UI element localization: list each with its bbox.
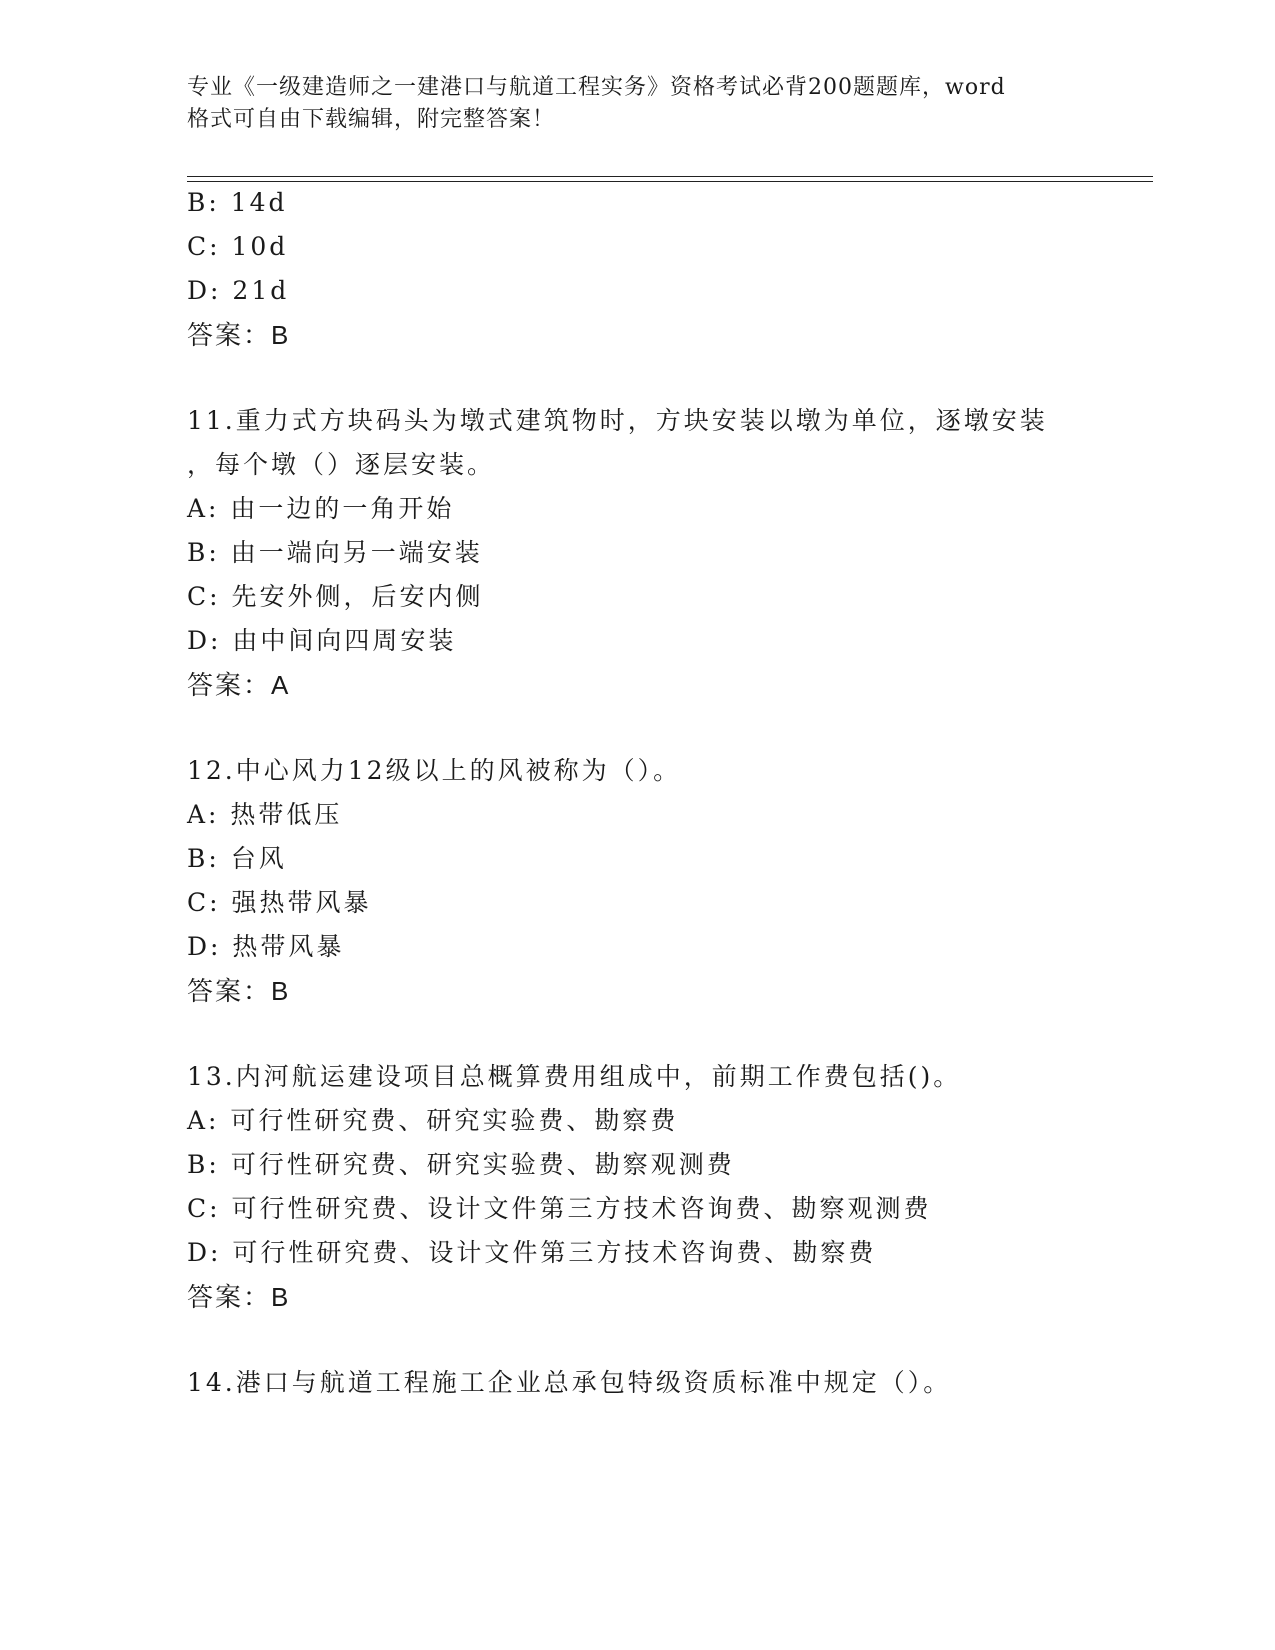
q12-option-d: D: 热带风暴 [187,932,345,961]
q12-option-b: B: 台风 [187,844,287,873]
q11-option-d: D: 由中间向四周安装 [187,626,457,655]
q11-answer: 答案：A [187,670,291,700]
q12-option-a: A: 热带低压 [187,800,343,829]
header-line-1: 专业《一级建造师之一建港口与航道工程实务》资格考试必背200题题库，word [187,75,1006,100]
header-divider-bottom [187,181,1153,182]
q13-option-a: A: 可行性研究费、研究实验费、勘察费 [187,1106,679,1135]
q11-stem-line-2: ，每个墩（）逐层安装。 [187,450,496,479]
q11-option-b: B: 由一端向另一端安装 [187,538,483,567]
q14-stem: 14.港口与航道工程施工企业总承包特级资质标准中规定（）。 [187,1368,952,1397]
q13-option-d: D: 可行性研究费、设计文件第三方技术咨询费、勘察费 [187,1238,877,1267]
q11-option-c: C: 先安外侧，后安内侧 [187,582,484,611]
q10-option-d: D: 21d [187,276,290,305]
q13-option-c: C: 可行性研究费、设计文件第三方技术咨询费、勘察观测费 [187,1194,932,1223]
q12-stem: 12.中心风力12级以上的风被称为（）。 [187,756,682,785]
q10-option-b: B: 14d [187,188,288,217]
q12-option-c: C: 强热带风暴 [187,888,372,917]
q12-answer: 答案：B [187,976,291,1006]
q13-answer: 答案：B [187,1282,291,1312]
q11-stem-line-1: 11.重力式方块码头为墩式建筑物时，方块安装以墩为单位，逐墩安装 [187,406,1048,435]
q13-option-b: B: 可行性研究费、研究实验费、勘察观测费 [187,1150,735,1179]
header-divider-top [187,176,1153,177]
q11-option-a: A: 由一边的一角开始 [187,494,455,523]
header-line-2: 格式可自由下载编辑，附完整答案！ [187,107,556,132]
q13-stem: 13.内河航运建设项目总概算费用组成中，前期工作费包括()。 [187,1062,962,1091]
document-header [187,72,1087,136]
q10-answer: 答案：B [187,320,291,350]
q10-option-c: C: 10d [187,232,289,261]
